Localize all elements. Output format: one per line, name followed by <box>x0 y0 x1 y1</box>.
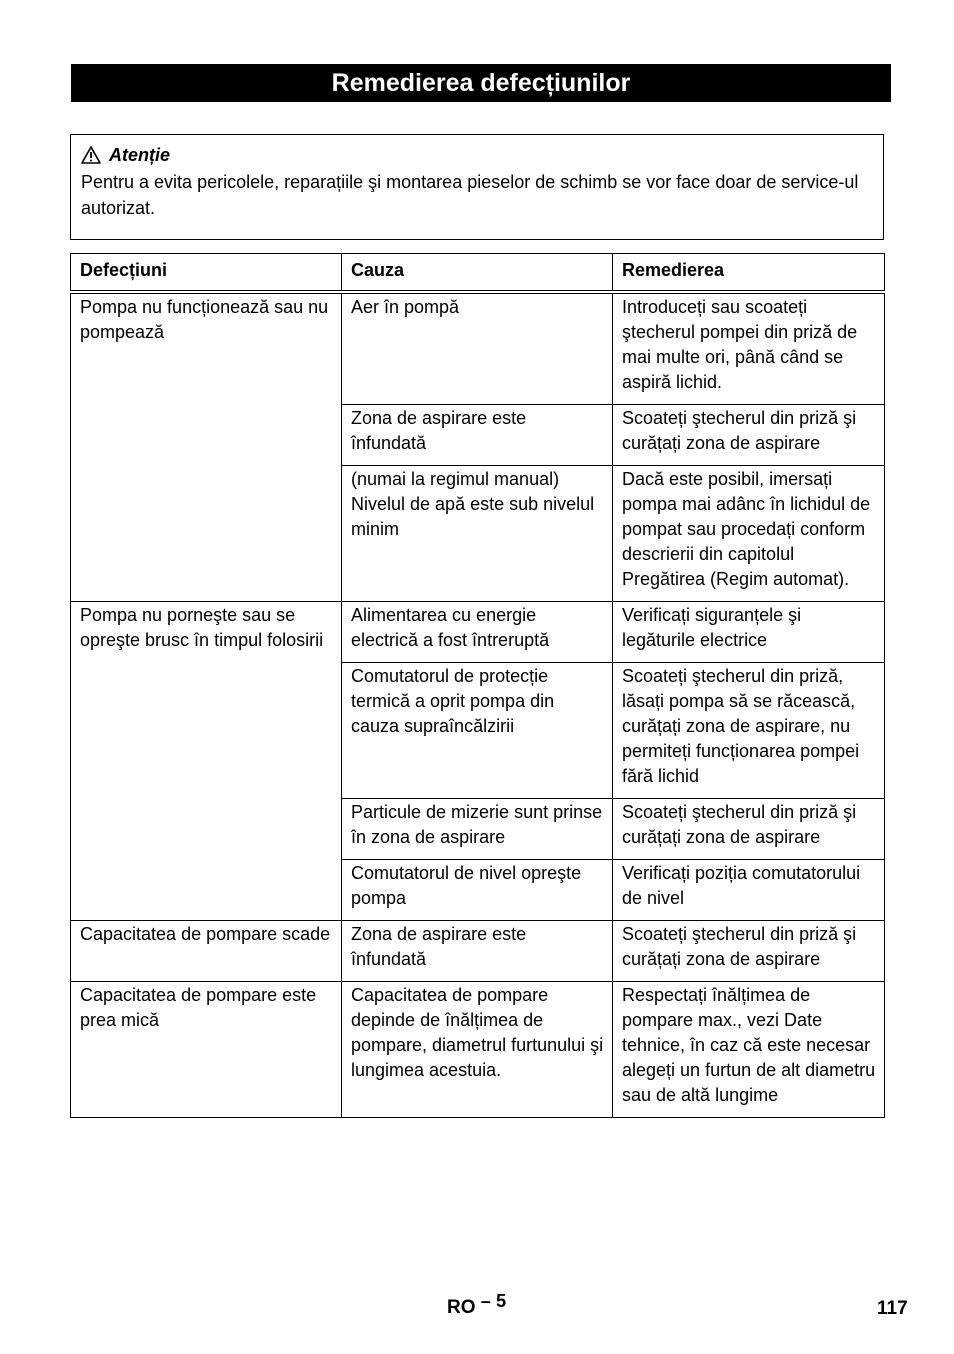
column-header-faults: Defecțiuni <box>71 254 342 293</box>
warning-triangle-icon <box>81 146 101 164</box>
fault-cell: Capacitatea de pompare este prea mică <box>71 982 342 1118</box>
remedy-cell: Verificați poziția comutatorului de nivel <box>613 860 885 921</box>
table-row <box>71 602 885 663</box>
warning-heading-label: Atenție <box>109 144 171 165</box>
footer-section-page: 5 <box>496 1291 507 1311</box>
column-header-remedy: Remedierea <box>613 254 885 293</box>
remedy-cell: Dacă este posibil, imersați pompa mai adânc în lichidul de pompat sau procedați conform descrierii din capitolul Pregătirea (Regim automat). <box>613 466 885 602</box>
cause-cell: Particule de mizerie sunt prinse în zona de aspirare <box>342 799 613 860</box>
remedy-cell: Scoateți ştecherul din priză şi curățați zona de aspirare <box>613 921 885 982</box>
troubleshooting-table <box>70 253 885 1118</box>
column-header-cause: Cauza <box>342 254 613 293</box>
table-header-row <box>71 254 885 293</box>
table-row <box>71 292 885 405</box>
page-title: Remedierea defecțiunilor <box>71 64 891 102</box>
warning-box <box>70 134 884 240</box>
remedy-cell: Introduceți sau scoateți ştecherul pompei din priză de mai multe ori, până când se aspiră lichid. <box>613 292 885 405</box>
fault-cell: Pompa nu porneşte sau se opreşte brusc în timpul folosirii <box>71 602 342 921</box>
cause-cell: (numai la regimul manual) Nivelul de apă este sub nivelul minim <box>342 466 613 602</box>
footer-section-label <box>447 1291 507 1319</box>
cause-cell: Alimentarea cu energie electrică a fost întreruptă <box>342 602 613 663</box>
remedy-cell: Scoateți ştecherul din priză, lăsați pompa să se răcească, curățați zona de aspirare, nu permiteți funcționarea pompei fără lichid <box>613 663 885 799</box>
footer-language: RO <box>447 1297 476 1318</box>
cause-cell: Zona de aspirare este înfundată <box>342 921 613 982</box>
cause-cell: Comutatorul de protecție termică a oprit pompa din cauza supraîncălzirii <box>342 663 613 799</box>
remedy-cell: Respectați înălțimea de pompare max., vezi Date tehnice, în caz că este necesar alegeți un furtun de alt diametru sau de altă lungime <box>613 982 885 1118</box>
page-number: 117 <box>877 1298 908 1319</box>
footer-dash: – <box>480 1291 491 1311</box>
cause-cell: Comutatorul de nivel opreşte pompa <box>342 860 613 921</box>
remedy-cell: Verificați siguranțele şi legăturile electrice <box>613 602 885 663</box>
fault-cell: Capacitatea de pompare scade <box>71 921 342 982</box>
cause-cell: Aer în pompă <box>342 292 613 405</box>
table-row <box>71 982 885 1118</box>
table-row <box>71 921 885 982</box>
fault-cell: Pompa nu funcționează sau nu pompează <box>71 292 342 602</box>
warning-text: Pentru a evita pericolele, reparațiile şi montarea pieselor de schimb se vor face doar de service-ul autorizat. <box>81 172 859 218</box>
warning-heading <box>81 143 873 167</box>
cause-cell: Zona de aspirare este înfundată <box>342 405 613 466</box>
cause-cell: Capacitatea de pompare depinde de înălțimea de pompare, diametrul furtunului şi lungimea acestuia. <box>342 982 613 1118</box>
remedy-cell: Scoateți ştecherul din priză şi curățați zona de aspirare <box>613 799 885 860</box>
remedy-cell: Scoateți ştecherul din priză şi curățați zona de aspirare <box>613 405 885 466</box>
